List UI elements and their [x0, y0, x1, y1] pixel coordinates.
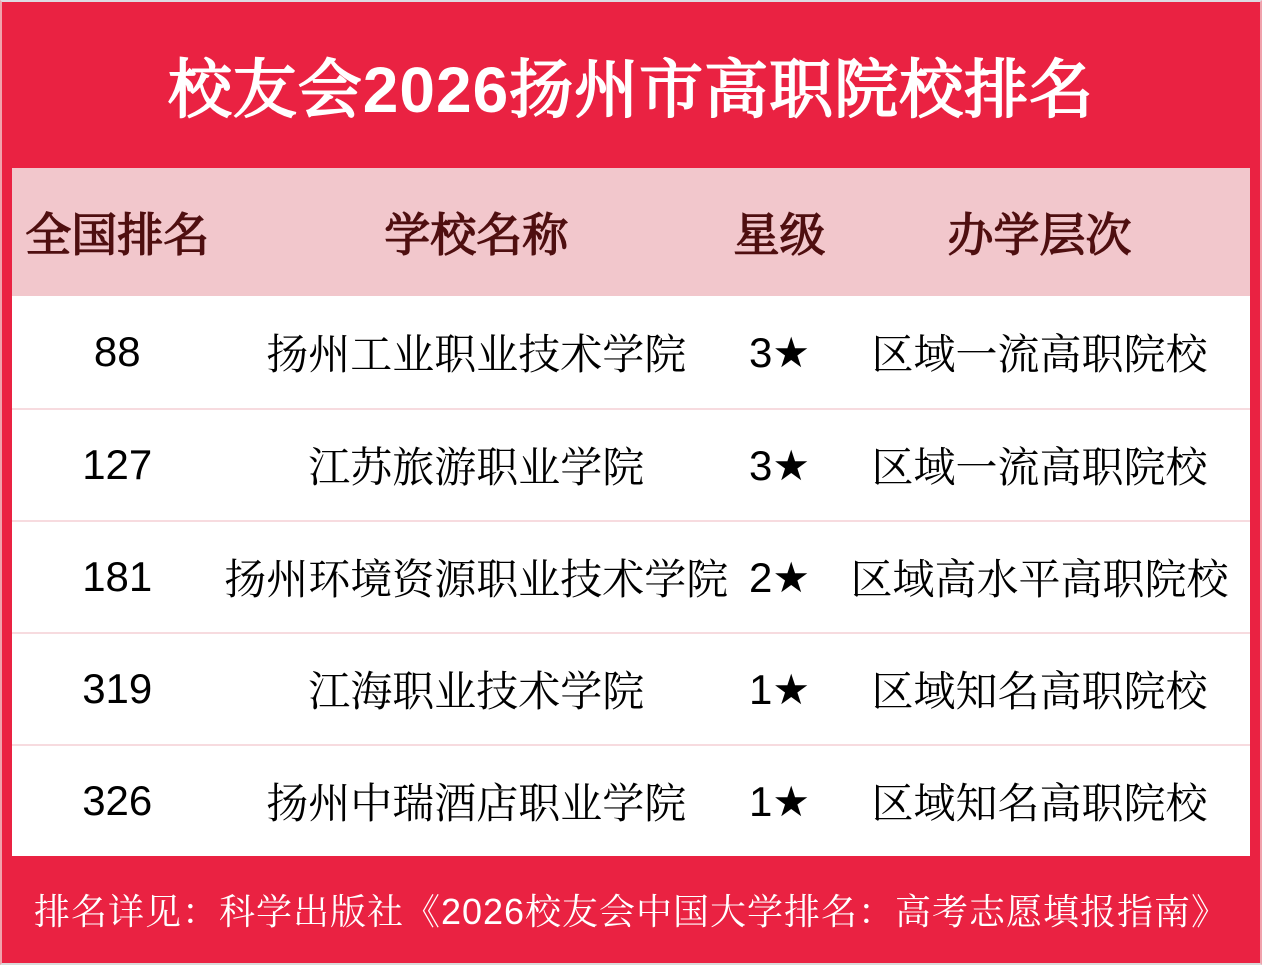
cell-level: 区域知名高职院校 — [871, 668, 1208, 715]
header-cell-level: 办学层次 — [947, 209, 1132, 261]
table-header-row — [12, 168, 1250, 296]
header-cell-stars: 星级 — [733, 209, 826, 261]
cell-level: 区域一流高职院校 — [871, 331, 1208, 378]
ranking-table — [12, 168, 1250, 856]
cell-school: 扬州中瑞酒店职业学院 — [266, 780, 687, 827]
header-cell-school: 学校名称 — [384, 209, 569, 261]
cell-rank: 88 — [93, 328, 141, 375]
table-row — [12, 408, 1250, 520]
cell-rank: 127 — [82, 441, 153, 488]
cell-level: 区域一流高职院校 — [871, 444, 1208, 491]
cell-rank: 319 — [82, 665, 153, 712]
table-row — [12, 744, 1250, 856]
footer-note: 排名详见：科学出版社《2026校友会中国大学排名：高考志愿填报指南》 — [33, 891, 1229, 932]
cell-rank: 326 — [82, 777, 153, 824]
cell-school: 江海职业技术学院 — [308, 668, 645, 715]
header-cell-rank: 全国排名 — [25, 209, 210, 261]
footer-band — [2, 856, 1260, 963]
page-title: 校友会2026扬州市高职院校排名 — [167, 54, 1095, 126]
table-row — [12, 632, 1250, 744]
cell-stars: 3★ — [749, 441, 811, 489]
cell-rank: 181 — [82, 553, 153, 600]
cell-stars: 1★ — [749, 777, 811, 825]
table-row — [12, 296, 1250, 408]
cell-stars: 3★ — [749, 328, 811, 376]
cell-stars: 2★ — [749, 553, 811, 601]
cell-level: 区域高水平高职院校 — [850, 556, 1229, 603]
cell-school: 扬州环境资源职业技术学院 — [224, 556, 729, 603]
cell-level: 区域知名高职院校 — [871, 780, 1208, 827]
table-row — [12, 520, 1250, 632]
cell-school: 江苏旅游职业学院 — [308, 444, 645, 491]
cell-school: 扬州工业职业技术学院 — [266, 331, 687, 378]
cell-stars: 1★ — [749, 665, 811, 713]
title-banner — [2, 2, 1260, 168]
